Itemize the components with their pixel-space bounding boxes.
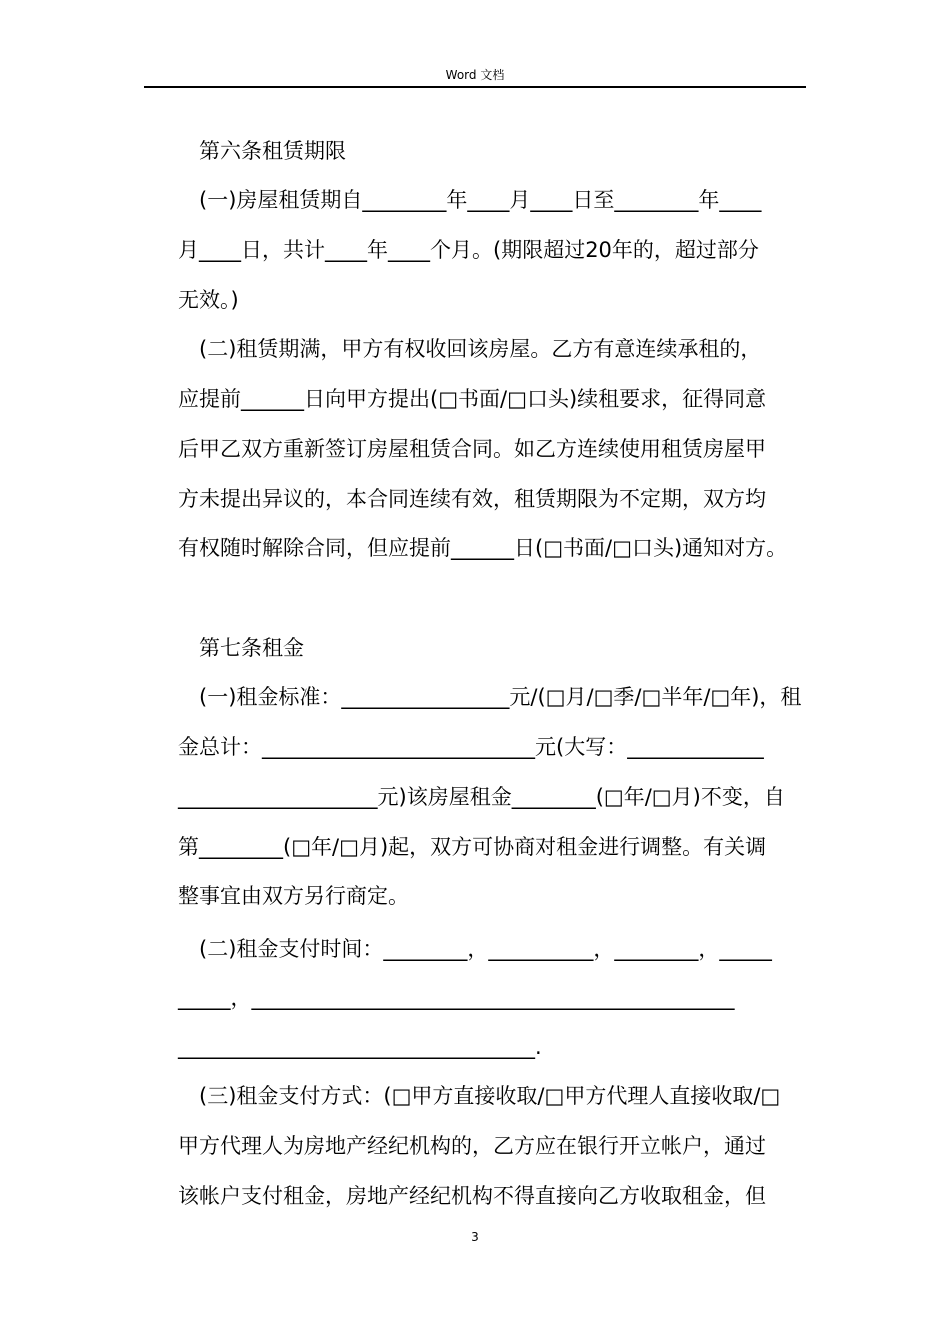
body-line: (一)房屋租赁期自________年____月____日至________年____ [178,188,762,212]
article-7-heading: 第七条租金 [178,636,304,660]
body-line: 金总计：__________________________元(大写：_____________ [178,735,764,759]
body-line: 月____日，共计____年____个月。(期限超过20年的，超过部分 [178,238,759,262]
body-line: 无效。) [178,288,239,312]
body-line: (一)租金标准：________________元/(□月/□季/□半年/□年)，租 [178,685,802,709]
body-line: _____，______________________________________________ [178,986,735,1010]
body-line: ___________________元)该房屋租金________(□年/□月)不变，自 [178,785,785,809]
body-line: (三)租金支付方式：(□甲方直接收取/□甲方代理人直接收取/□ [178,1084,781,1108]
header-divider [144,86,806,88]
body-line: 应提前______日向甲方提出(□书面/□口头)续租要求，征得同意 [178,387,767,411]
body-line: (二)租金支付时间：________，__________，________，_____ [178,937,772,961]
article-6-heading: 第六条租赁期限 [178,139,346,163]
body-line: 方未提出异议的，本合同连续有效，租赁期限为不定期，双方均 [178,487,766,511]
body-line: 第________(□年/□月)起，双方可协商对租金进行调整。有关调 [178,835,767,859]
body-line: 后甲乙双方重新签订房屋租赁合同。如乙方连续使用租赁房屋甲 [178,437,766,461]
body-line: 该帐户支付租金，房地产经纪机构不得直接向乙方收取租金，但 [178,1184,766,1208]
body-line: __________________________________. [178,1035,542,1059]
body-line: 整事宜由双方另行商定。 [178,884,409,908]
body-line: (二)租赁期满，甲方有权收回该房屋。乙方有意连续承租的， [178,337,762,361]
body-line: 有权随时解除合同，但应提前______日(□书面/□口头)通知对方。 [178,536,788,560]
page-number: 3 [471,1230,479,1244]
page-header: Word 文档 [445,68,505,82]
body-line: 甲方代理人为房地产经纪机构的，乙方应在银行开立帐户，通过 [178,1134,766,1158]
